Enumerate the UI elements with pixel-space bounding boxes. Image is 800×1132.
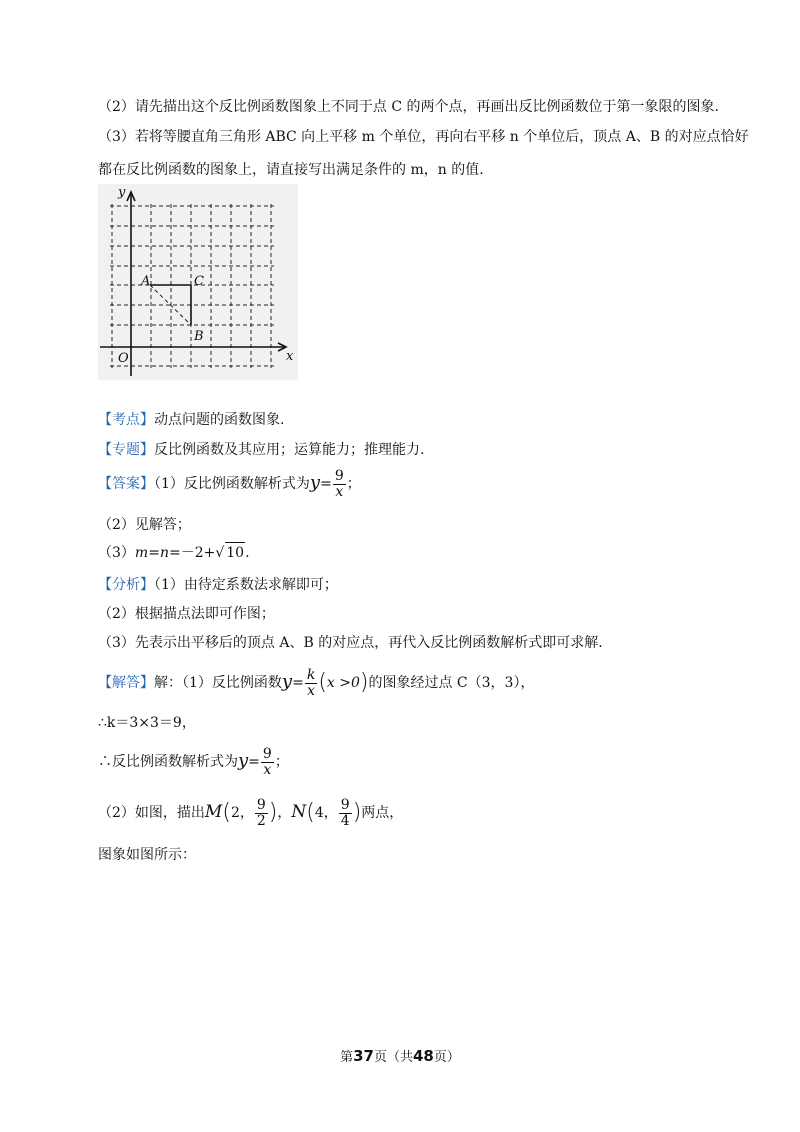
page-footer <box>0 1046 800 1065</box>
fenxi-line-1 <box>98 575 338 595</box>
label-point-b: B <box>194 329 204 344</box>
label-x: x <box>286 349 294 364</box>
point-n-label: N <box>291 802 307 822</box>
zhuanti-tag: 【专题】 <box>98 442 154 458</box>
zhuanti-text: 反比例函数及其应用；运算能力；推理能力. <box>154 442 425 458</box>
grid-svg <box>98 184 298 380</box>
footer-post: 页） <box>433 1050 460 1065</box>
label-point-c: C <box>194 274 204 289</box>
answer-tag: 【答案】 <box>98 476 154 492</box>
point-n-x: 4， <box>314 805 338 821</box>
fenxi-line-3: （3）先表示出平移后的顶点 A、B 的对应点，再代入反比例函数解析式即可求解. <box>98 635 603 651</box>
point-m-numerator: 9 <box>256 796 266 813</box>
question-2-text: （2）请先描出这个反比例函数图象上不同于点 C 的两个点，再画出反比例函数位于第一象限的图象. <box>98 99 719 115</box>
answer-line-3 <box>98 542 250 563</box>
jieda-line-1 <box>98 665 534 700</box>
paren-open-icon: ( <box>306 800 315 825</box>
question-3-text-line1: （3）若将等腰直角三角形 ABC 向上平移 m 个单位，再向右平移 n 个单位后，顶点 A、B 的对应点恰好 <box>98 129 749 145</box>
footer-total-pages: 48 <box>413 1047 434 1065</box>
point-m-label: M <box>204 802 223 822</box>
footer-mid: 页（共 <box>373 1050 413 1065</box>
jieda-lead: 解：（1）反比例函数 <box>154 675 282 691</box>
paren-open-icon: ( <box>222 800 231 825</box>
answer-line-2: （2）见解答； <box>98 517 191 533</box>
point-m-x: 2， <box>230 805 254 821</box>
jieda-part2-line <box>98 794 403 831</box>
label-y: y <box>118 185 126 200</box>
point-n-numerator: 9 <box>340 796 350 813</box>
point-m-denominator: 2 <box>256 812 266 829</box>
kaodian-line <box>98 410 284 430</box>
sqrt-sign: √ <box>215 545 225 561</box>
jieda-result-text: ∴反比例函数解析式为 <box>98 754 238 770</box>
jieda-condition: x >0 <box>326 675 360 691</box>
jieda-part2-tail: 两点， <box>361 805 404 821</box>
jieda-k-line: ∴k＝3×3＝9， <box>98 715 196 731</box>
paren-close-icon: ) <box>352 800 362 825</box>
jieda-k-denominator: x <box>307 682 316 699</box>
jieda-eq: = <box>292 675 304 691</box>
footer-pre: 第 <box>340 1050 354 1065</box>
answer-1-y: y <box>309 472 321 493</box>
answer-3-end: . <box>245 545 250 561</box>
jieda-result-fraction <box>261 747 274 778</box>
paren-open-icon: ( <box>318 670 327 695</box>
figure-caption-line: 图象如图所示： <box>98 847 196 863</box>
answer-3-rest: =－2+ <box>168 545 216 561</box>
answer-1-fraction <box>333 469 346 500</box>
jieda-result-line <box>98 744 289 779</box>
point-n-denominator: 4 <box>340 812 350 829</box>
jieda-tag: 【解答】 <box>98 675 154 691</box>
paren-close-icon: ) <box>268 800 278 825</box>
grid-figure <box>98 184 298 380</box>
jieda-tail: 的图象经过点 C（3，3）， <box>368 675 535 691</box>
point-separator: ， <box>277 805 292 821</box>
jieda-part2-lead: （2）如图，描出 <box>98 805 205 821</box>
fenxi-tag: 【分析】 <box>98 577 154 593</box>
jieda-k-numerator: k <box>306 666 316 683</box>
footer-page-number: 37 <box>353 1047 374 1065</box>
fenxi-step-1: （1）由待定系数法求解即可； <box>154 577 338 593</box>
label-point-a: A <box>141 274 151 289</box>
point-n-fraction <box>339 798 352 829</box>
answer-3-eq: = <box>148 545 160 561</box>
point-m-fraction <box>255 798 268 829</box>
question-3-text-line2: 都在反比例函数的图象上，请直接写出满足条件的 m，n 的值. <box>98 162 484 178</box>
jieda-result-denominator: x <box>263 761 272 778</box>
fenxi-line-2: （2）根据描点法即可作图； <box>98 606 275 622</box>
answer-3-m: m <box>134 545 149 561</box>
answer-1-numerator: 9 <box>334 467 344 484</box>
kaodian-text: 动点问题的函数图象. <box>154 412 285 428</box>
paren-close-icon: ) <box>359 670 369 695</box>
jieda-result-end: ； <box>274 754 289 770</box>
jieda-k-fraction <box>305 668 317 699</box>
answer-line-1 <box>98 466 361 501</box>
jieda-y: y <box>281 671 293 692</box>
kaodian-tag: 【考点】 <box>98 412 154 428</box>
answer-1-text: （1）反比例函数解析式为 <box>154 476 310 492</box>
answer-3-n: n <box>159 545 169 561</box>
answer-1-denominator: x <box>335 483 344 500</box>
jieda-result-y: y <box>238 750 249 771</box>
zhuanti-line <box>98 440 424 460</box>
answer-3-radicand: 10 <box>225 542 245 563</box>
jieda-result-numerator: 9 <box>262 745 272 762</box>
answer-1-end: ； <box>346 476 361 492</box>
answer-1-eq: = <box>320 476 332 492</box>
answer-3-prefix: （3） <box>98 545 135 561</box>
jieda-result-eq: = <box>248 754 260 770</box>
label-origin: O <box>118 351 129 366</box>
